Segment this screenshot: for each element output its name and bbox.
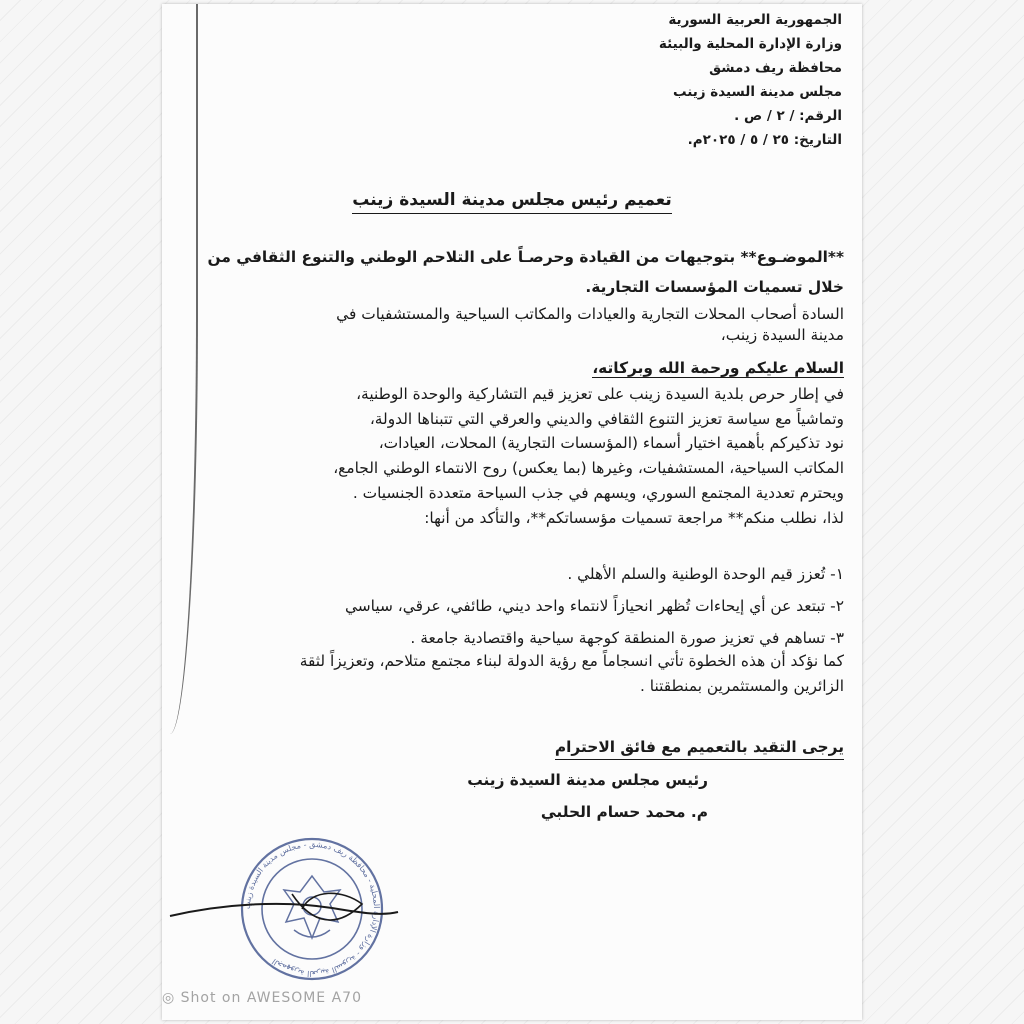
document-page xyxy=(162,4,862,1020)
signature-block xyxy=(408,764,708,828)
document-title-text: تعميم رئيس مجلس مدينة السيدة زينب xyxy=(352,190,672,214)
regards-line xyxy=(172,738,844,756)
addressee-block xyxy=(172,304,844,346)
reference-number: الرقم: / ٢ / ص . xyxy=(734,108,842,124)
body-line: ويحترم تعددية المجتمع السوري، ويسهم في جذب السياحة متعددة الجنسيات . xyxy=(352,483,844,502)
body-line: في إطار حرص بلدية السيدة زينب على تعزيز قيم التشاركية والوحدة الوطنية، xyxy=(356,385,844,403)
body-line: وتماشياً مع سياسة تعزيز التنوع الثقافي والديني والعرقي التي تتبناها الدولة، xyxy=(369,409,844,428)
watermark-text: Shot on AWESOME A70 xyxy=(180,990,362,1006)
greeting xyxy=(172,356,844,380)
regards-text: يرجى التقيد بالتعميم مع فائق الاحترام xyxy=(555,738,844,760)
signature-stroke xyxy=(170,904,398,916)
addressee-line: السادة أصحاب المحلات التجارية والعيادات والمكاتب السياحية والمستشفيات في xyxy=(336,305,844,323)
point-item: ٢- تبتعد عن أي إيحاءات تُظهر انحيازاً لانتماء واحد ديني، طائفي، عرقي، سياسي xyxy=(344,597,844,615)
document-title xyxy=(162,190,862,210)
closing-line: كما نؤكد أن هذه الخطوة تأتي انسجاماً مع رؤية الدولة لبناء مجتمع متلاحم، وتعزيزاً لثقة xyxy=(299,652,844,670)
svg-text:الجمهورية العربية السورية - وز xyxy=(243,840,381,978)
header-country: الجمهورية العربية السورية xyxy=(668,12,842,28)
stamp-ring-text: الجمهورية العربية السورية - وزارة الإدارة المحلية - محافظة ريف دمشق - مجلس مدينة السيدة زينب xyxy=(242,839,382,979)
official-stamp xyxy=(162,834,402,984)
numbered-points xyxy=(172,558,844,654)
greeting-text: السلام عليكم ورحمة الله وبركاته، xyxy=(592,359,844,377)
subject-line: خلال تسميات المؤسسات التجارية. xyxy=(585,278,844,296)
letterhead xyxy=(582,8,842,152)
document-date: التاريخ: ٢٥ / ٥ / ٢٠٢٥م. xyxy=(687,132,842,148)
body-line: لذا، نطلب منكم** مراجعة تسميات مؤسساتكم**، والتأكد من أنها: xyxy=(424,508,844,527)
point-item: ١- تُعزز قيم الوحدة الوطنية والسلم الأهلي . xyxy=(567,565,844,583)
addressee-line: مدينة السيدة زينب، xyxy=(720,326,844,344)
signatory-name: م. محمد حسام الحلبي xyxy=(540,803,708,821)
body-line: نود تذكيركم بأهمية اختيار أسماء (المؤسسات التجارية) المحلات، العيادات، xyxy=(378,434,844,453)
closing-paragraph xyxy=(172,649,844,699)
camera-watermark xyxy=(162,990,362,1006)
point-item: ٣- تساهم في تعزيز صورة المنطقة كوجهة سياحية واقتصادية جامعة . xyxy=(410,629,844,647)
header-governorate: محافظة ريف دمشق xyxy=(709,60,842,76)
header-council: مجلس مدينة السيدة زينب xyxy=(672,84,842,100)
body-line: المكاتب السياحية، المستشفيات، وغيرها (بما يعكس) روح الانتماء الوطني الجامع، xyxy=(333,459,844,478)
closing-line: الزائرين والمستثمرين بمنطقتنا . xyxy=(640,677,844,695)
signatory-role: رئيس مجلس مدينة السيدة زينب xyxy=(467,771,708,789)
body-paragraph xyxy=(172,382,844,530)
subject-line: **الموضـوع** بتوجيهات من القيادة وحرصـاً على التلاحم الوطني والتنوع الثقافي من xyxy=(207,248,844,266)
header-ministry: وزارة الإدارة المحلية والبيئة xyxy=(658,36,842,52)
camera-icon: ◎ xyxy=(162,990,181,1006)
subject-block xyxy=(172,242,844,302)
